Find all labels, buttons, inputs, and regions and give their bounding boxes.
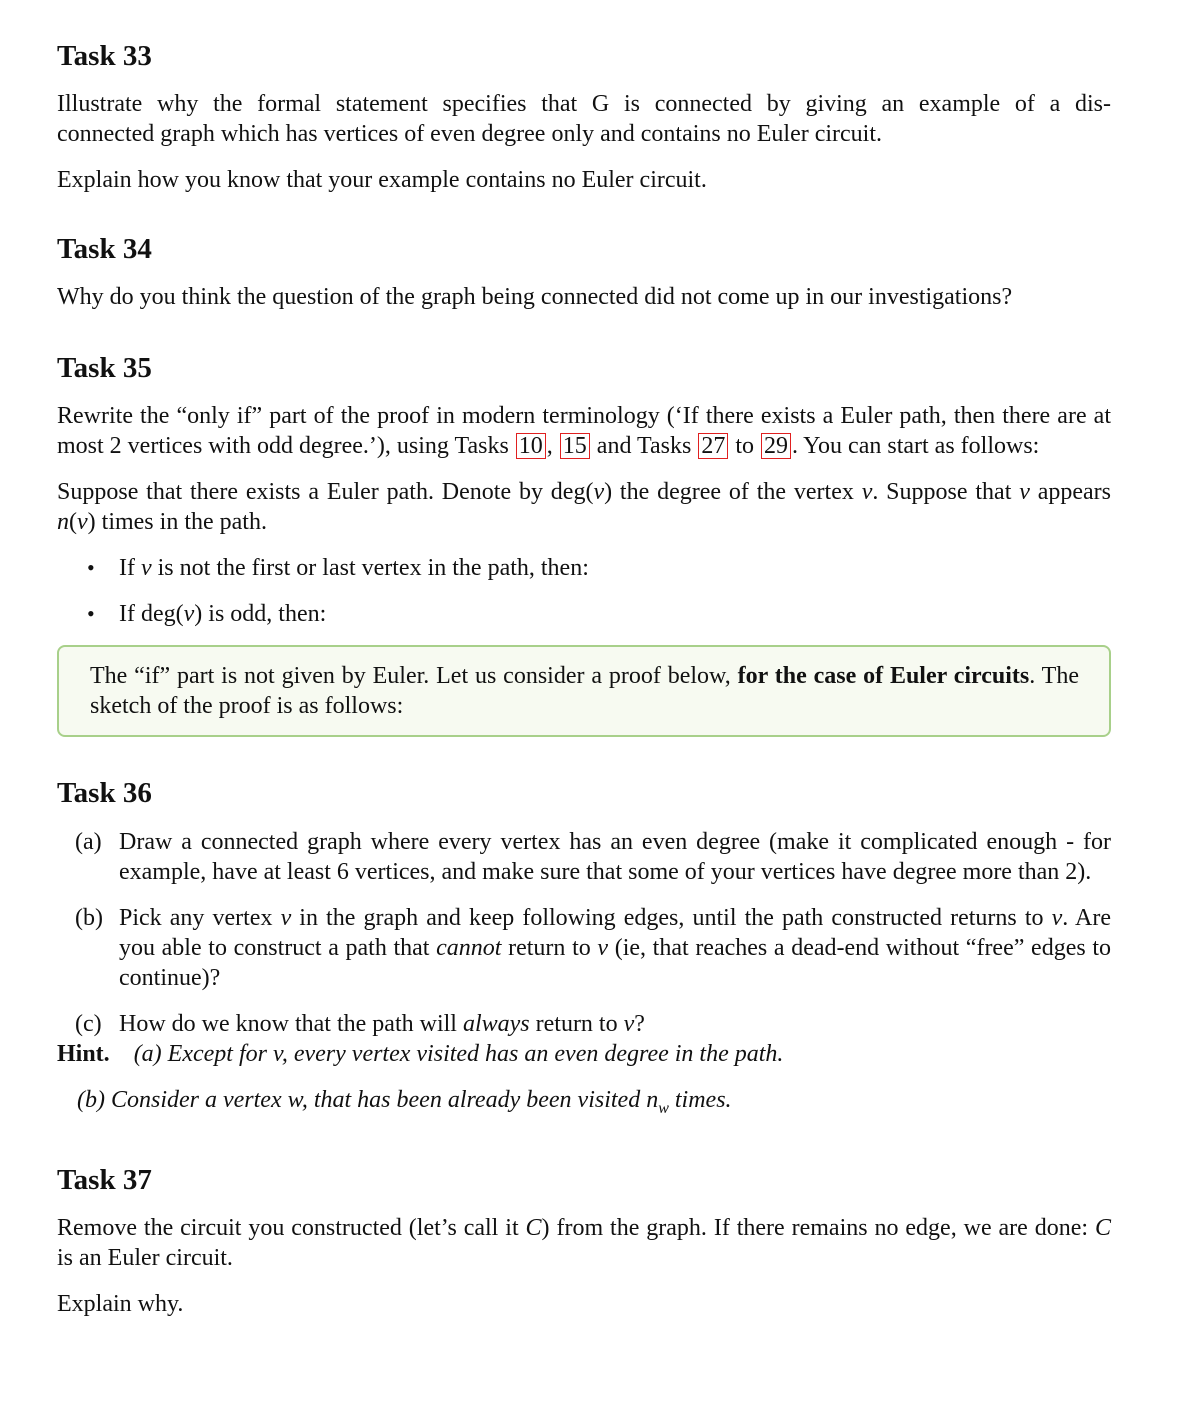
task-33-heading: Task 33 xyxy=(57,40,152,72)
task-34-heading: Task 34 xyxy=(57,233,152,265)
ref-task-10-link[interactable]: 10 xyxy=(516,433,546,459)
task-35-text: Rewrite the “only if” part of the proof in modern terminology (‘If there exists a Euler path, then there are at most 2 vertices with odd degree.’), using Tasks xyxy=(57,403,1111,459)
ref-task-15-link[interactable]: 15 xyxy=(560,433,590,459)
text: ) from the graph. If there remains no edge, we are done: xyxy=(541,1214,1095,1241)
math-v: v xyxy=(183,601,195,627)
text: ) is odd, then: xyxy=(194,601,327,627)
text: Suppose that there exists a Euler path. Denote by deg( xyxy=(57,479,594,505)
item-label: (c) xyxy=(75,1011,102,1037)
task-35-text-mid: and Tasks xyxy=(590,433,698,459)
math-v: v xyxy=(623,1011,635,1037)
text: If xyxy=(119,555,141,581)
text: . The sketch of the proof is as follows: xyxy=(90,663,1079,719)
hint-b-text-end: times. xyxy=(668,1087,732,1113)
text: appears xyxy=(1029,479,1111,505)
math-v: v xyxy=(77,509,88,535)
task-37-explain: Explain why. xyxy=(57,1290,184,1317)
hint-block xyxy=(57,1039,1111,1069)
task-35-suppose xyxy=(57,477,1111,537)
task-34-paragraph: Why do you think the question of the graph being connected did not come up in our investigations? xyxy=(57,284,1013,310)
text: ) the degree of the vertex xyxy=(604,479,862,505)
text: Pick any vertex xyxy=(119,905,281,931)
text: How do we know that the path will xyxy=(119,1011,463,1037)
emphasis-cannot: cannot xyxy=(436,935,502,961)
text: (ie, that reaches a dead-end without “free” edges to continue)? xyxy=(119,935,1112,991)
hint-b-text: (b) Consider a vertex w, that has been already been visited n xyxy=(77,1087,659,1113)
math-v: v xyxy=(861,479,873,505)
task-33-line-1: Illustrate why the formal statement specifies that G is connected by giving an example of a dis- xyxy=(57,91,1111,117)
task-36-item-c xyxy=(57,1009,1111,1039)
bullet-odd-degree xyxy=(87,599,1111,629)
text: return to xyxy=(501,935,598,961)
callout-text xyxy=(90,661,1079,721)
task-35-paragraph xyxy=(57,401,1111,461)
math-v: v xyxy=(280,905,292,931)
text: . Suppose that xyxy=(872,479,1020,505)
text: Remove the circuit you constructed (let’s call it xyxy=(57,1214,526,1241)
emphasis-always: always xyxy=(462,1011,530,1037)
math-v: v xyxy=(593,479,605,505)
hint-label: Hint. xyxy=(57,1041,110,1067)
task-36-item-a xyxy=(57,827,1111,887)
task-35-bullet-list xyxy=(87,553,1111,629)
text: in the graph and keep following edges, until the path constructed returns to xyxy=(291,905,1052,931)
hint-b xyxy=(57,1085,1111,1124)
math-C: C xyxy=(1094,1214,1111,1241)
item-label: (a) xyxy=(75,829,102,855)
text: The “if” part is not given by Euler. Let us consider a proof below, xyxy=(90,663,738,689)
task-37-heading: Task 37 xyxy=(57,1163,152,1196)
proof-sketch-callout xyxy=(57,645,1111,737)
task-35-heading: Task 35 xyxy=(57,352,152,384)
math-v: v xyxy=(140,555,152,581)
bullet-first-last xyxy=(87,553,1111,583)
text: ( xyxy=(69,509,77,535)
math-v: v xyxy=(1051,905,1063,931)
item-label: (b) xyxy=(75,905,103,931)
ref-task-29-link[interactable]: 29 xyxy=(761,433,791,459)
document-page xyxy=(57,36,1111,1319)
math-v: v xyxy=(1019,479,1030,505)
math-v: v xyxy=(597,935,609,961)
text: return to xyxy=(529,1011,624,1037)
math-C: C xyxy=(525,1214,542,1241)
separator: , xyxy=(546,433,559,459)
task-36-item-b xyxy=(57,903,1111,993)
item-text: Draw a connected graph where every vertex has an even degree (make it complicated enough - for example, have at least 6 vertices, and make sure that some of your vertices have degree more than 2). xyxy=(119,829,1111,885)
text: is not the first or last vertex in the path, then: xyxy=(151,555,589,581)
hint-a-text: (a) Except for v, every vertex visited has an even degree in the path. xyxy=(133,1041,784,1067)
task-33-paragraph xyxy=(57,89,1111,149)
task-36-heading: Task 36 xyxy=(57,777,152,809)
task-35-text-end: . You can start as follows: xyxy=(792,433,1040,459)
subscript-w: w xyxy=(658,1099,669,1117)
text: . Are you able to construct a path that xyxy=(119,905,1111,961)
task-35-text-to: to xyxy=(729,433,761,459)
text: If deg( xyxy=(119,601,184,627)
task-33-line-2: connected graph which has vertices of even degree only and contains no Euler circuit. xyxy=(57,121,883,147)
text: ? xyxy=(634,1011,645,1037)
text: ) times in the path. xyxy=(87,509,267,535)
task-36-list xyxy=(57,827,1111,1039)
ref-task-27-link[interactable]: 27 xyxy=(698,433,728,459)
task-37-paragraph xyxy=(57,1213,1111,1273)
task-33-explain: Explain how you know that your example contains no Euler circuit. xyxy=(57,167,707,193)
text: is an Euler circuit. xyxy=(57,1244,233,1271)
math-n: n xyxy=(57,509,69,535)
callout-bold-text: for the case of Euler circuits xyxy=(737,663,1030,689)
